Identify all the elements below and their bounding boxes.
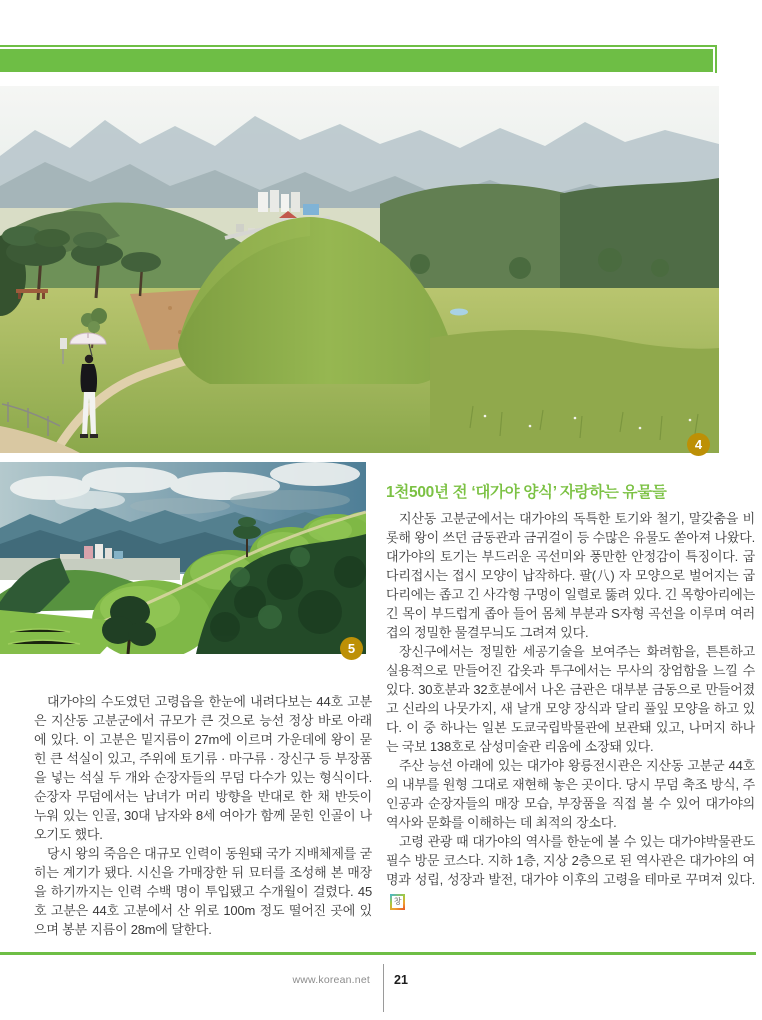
photo-tumuli-panorama-image [0,86,719,453]
body-paragraph: 주산 능선 아래에 있는 대가야 왕릉전시관은 지산동 고분군 44호의 내부를 원형 그대로 재현해 놓은 곳이다. 당시 무덤 축조 방식, 주인공과 순장자들의 매장 모습, 부장품을 직접 볼 수 있어 대가야의 역사와 문화를 이해하는 데 최적의 장소다. [386,758,755,830]
body-paragraph: 당시 왕의 죽음은 대규모 인력이 동원돼 국가 지배체제를 굳히는 계기가 됐다. 시신을 가매장한 뒤 묘터를 조성해 본 매장을 하기까지는 인력 수백 명이 투입됐고 수개월이 걸렸다. 45호 고분은 44호 고분에서 산 위로 100m 정도 떨어진 곳에 있으며 봉분 지름이 28m에 달한다. [34,846,372,937]
photo-number-badge: 4 [687,433,710,456]
right-text-column [386,482,755,910]
section-heading: 1천500년 전 ‘대가야 양식’ 자랑하는 유물들 [386,484,667,501]
photo-tumuli-ridge-image [0,462,366,654]
top-accent-line-corner [715,45,717,73]
footer-website-url: www.korean.net [292,974,370,986]
footer-divider [383,964,384,1012]
photo-tumuli-panorama [0,86,719,453]
photo-number-badge: 5 [340,637,363,660]
page-number: 21 [394,973,408,987]
left-text-column [34,692,372,939]
photo-tumuli-ridge [0,462,366,654]
body-paragraph [386,832,755,910]
bottom-green-line [0,952,756,955]
body-paragraph-text: 고령 관광 때 대가야의 역사를 한눈에 볼 수 있는 대가야박물관도 필수 방문 코스다. 지하 1층, 지상 2층으로 된 역사관은 대가야의 여명과 성립, 성장과 발전, 대가야 이후의 고령을 테마로 꾸며져 있다. [386,834,755,887]
top-green-bar [0,49,713,72]
body-paragraph: 지산동 고분군에서는 대가야의 독특한 토기와 철기, 말갖춤을 비롯해 왕이 쓰던 금동관과 금귀걸이 등 수많은 유물도 쏟아져 나왔다. 대가야의 토기는 부드러운 곡선미와 풍만한 안정감이 특징이다. 굽다리접시는 접시 모양이 납작하다. 팔(八) 자 모양으로 벌어지는 굽다리에는 좁고 긴 사각형 구멍이 일렬로 뚫려 있다. 긴 목항아리에는 긴 목이 부드럽게 좁아 들어 몸체 부분과 S자형 곡선을 이루며 여러 겹의 정밀한 물결무늬도 그려져 있다. [386,511,755,640]
top-accent-line [0,45,717,47]
body-paragraph: 대가야의 수도였던 고령읍을 한눈에 내려다보는 44호 고분은 지산동 고분군에서 규모가 큰 것으로 능선 정상 바로 아래에 있다. 이 고분은 밑지름이 27m에 이르며 가운데에 왕이 묻힌 큰 석실이 있고, 주위에 토기류 · 마구류 · 장신구 등 부장품을 넣는 석실 두 개와 순장자들의 무덤 다수가 있는 형식이다. 순장자 무덤에서는 남녀가 머리 방향을 반대로 한 채 반듯이 누워 있는 인골, 30대 남자와 8세 여아가 함께 묻힌 인골이 나오기도 했다. [34,694,372,842]
article-end-mark-icon: 창 [390,894,405,910]
body-paragraph: 장신구에서는 정밀한 세공기술을 보여주는 화려함을, 튼튼하고 실용적으로 만들어진 갑옷과 투구에서는 무사의 장엄함을 느낄 수 있다. 30호분과 32호분에서 나온 금관은 대부분 금동으로 만들어졌고 신라의 나뭇가지, 새 날개 모양 장식과 달리 풀잎 모양을 하고 있다. 이 중 하나는 일본 도쿄국립박물관에 보관돼 있고, 나머지 하나는 국보 138호로 삼성미술관 리움에 소장돼 있다. [386,644,755,754]
